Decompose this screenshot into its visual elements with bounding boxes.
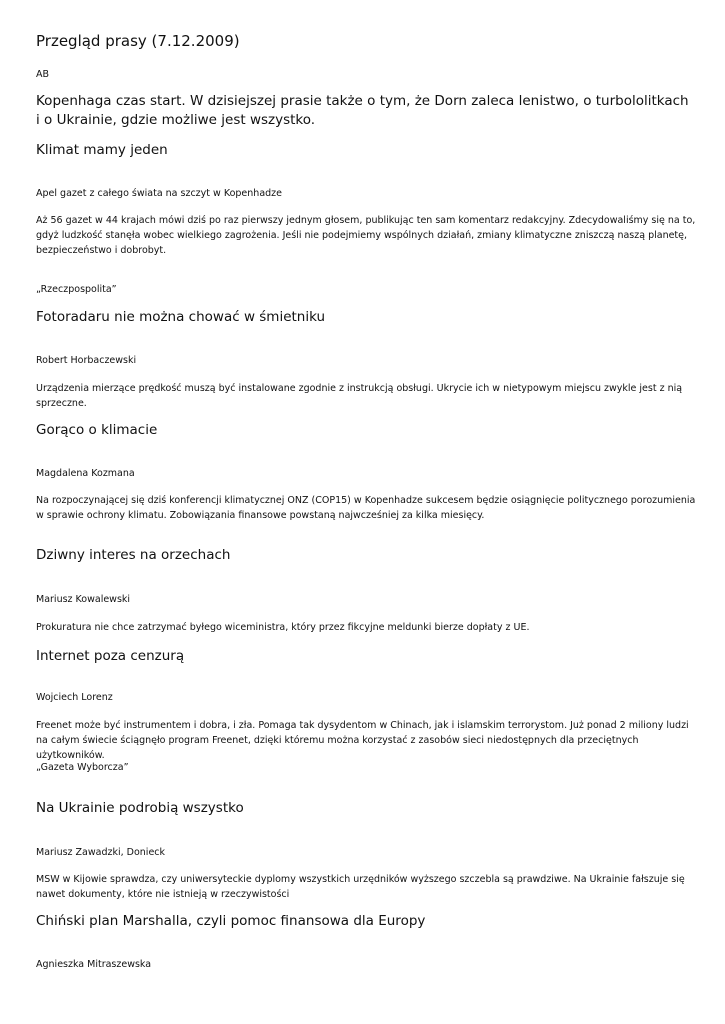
article-heading: Fotoradaru nie można chować w śmietniku [36, 309, 326, 325]
article-text: Urządzenia mierzące prędkość muszą być instalowane zgodnie z instrukcją obsługi. Ukrycie ich w nietypowym miejscu zwykle jest z nią sprzeczne. [36, 383, 683, 409]
article-subtitle: Apel gazet z całego świata na szczyt w Kopenhadze [36, 188, 282, 199]
article-heading: Gorąco o klimacie [36, 422, 158, 438]
article-text: Aż 56 gazet w 44 krajach mówi dziś po raz pierwszy jednym głosem, publikując ten sam komentarz redakcyjny. Zdecydowaliśmy się na to, gdyż ludzkość stanęła wobec wielkiego zagrożenia. Jeśli nie podejmiemy wspólnych działań, zmiany klimatyczne zniszczą naszą planetę, bezpieczeństwo i dobrobyt. [36, 215, 696, 256]
article-author: Wojciech Lorenz [36, 692, 113, 703]
lead-paragraph: Kopenhaga czas start. W dzisiejszej prasie także o tym, że Dorn zaleca lenistwo, o turbololitkach i o Ukrainie, gdzie możliwe jest wszystko. [36, 93, 689, 128]
article-heading: Internet poza cenzurą [36, 648, 185, 664]
page-title: Przegląd prasy (7.12.2009) [36, 32, 240, 50]
article-author: Robert Horbaczewski [36, 355, 137, 366]
article-author: Magdalena Kozmana [36, 468, 135, 479]
article-author: Mariusz Kowalewski [36, 594, 131, 605]
article-heading: Dziwny interes na orzechach [36, 547, 231, 563]
article-text: Na rozpoczynającej się dziś konferencji klimatycznej ONZ (COP15) w Kopenhadze sukcesem będzie osiągnięcie politycznego porozumienia w sprawie ochrony klimatu. Zobowiązania finansowe powstaną najwcześniej za kilka miesięcy. [36, 495, 696, 521]
article-author: AB [36, 69, 50, 80]
article-author: Agnieszka Mitraszewska [36, 959, 152, 970]
source-label: „Rzeczpospolita” [36, 284, 117, 295]
article-text: Freenet może być instrumentem i dobra, i zła. Pomaga tak dysydentom w Chinach, jak i islamskim terrorystom. Już ponad 2 miliony ludzi na całym świecie ściągnęło program Freenet, dzięki któremu można korzystać z zasobów sieci niedostępnych dla przeciętnych użytkowników. [36, 720, 689, 761]
article-heading: Na Ukrainie podrobią wszystko [36, 800, 244, 816]
section-heading: Klimat mamy jeden [36, 142, 168, 158]
article-text: Prokuratura nie chce zatrzymać byłego wiceministra, który przez fikcyjne meldunki bierze dopłaty z UE. [36, 622, 530, 633]
article-author: Mariusz Zawadzki, Donieck [36, 847, 166, 858]
source-label: „Gazeta Wyborcza” [36, 762, 129, 773]
article-text: MSW w Kijowie sprawdza, czy uniwersyteckie dyplomy wszystkich urzędników wyższego szczebla są prawdziwe. Na Ukrainie fałszuje się nawet dokumenty, które nie istnieją w rzeczywistości [36, 874, 685, 900]
article-heading: Chiński plan Marshalla, czyli pomoc finansowa dla Europy [36, 913, 426, 929]
